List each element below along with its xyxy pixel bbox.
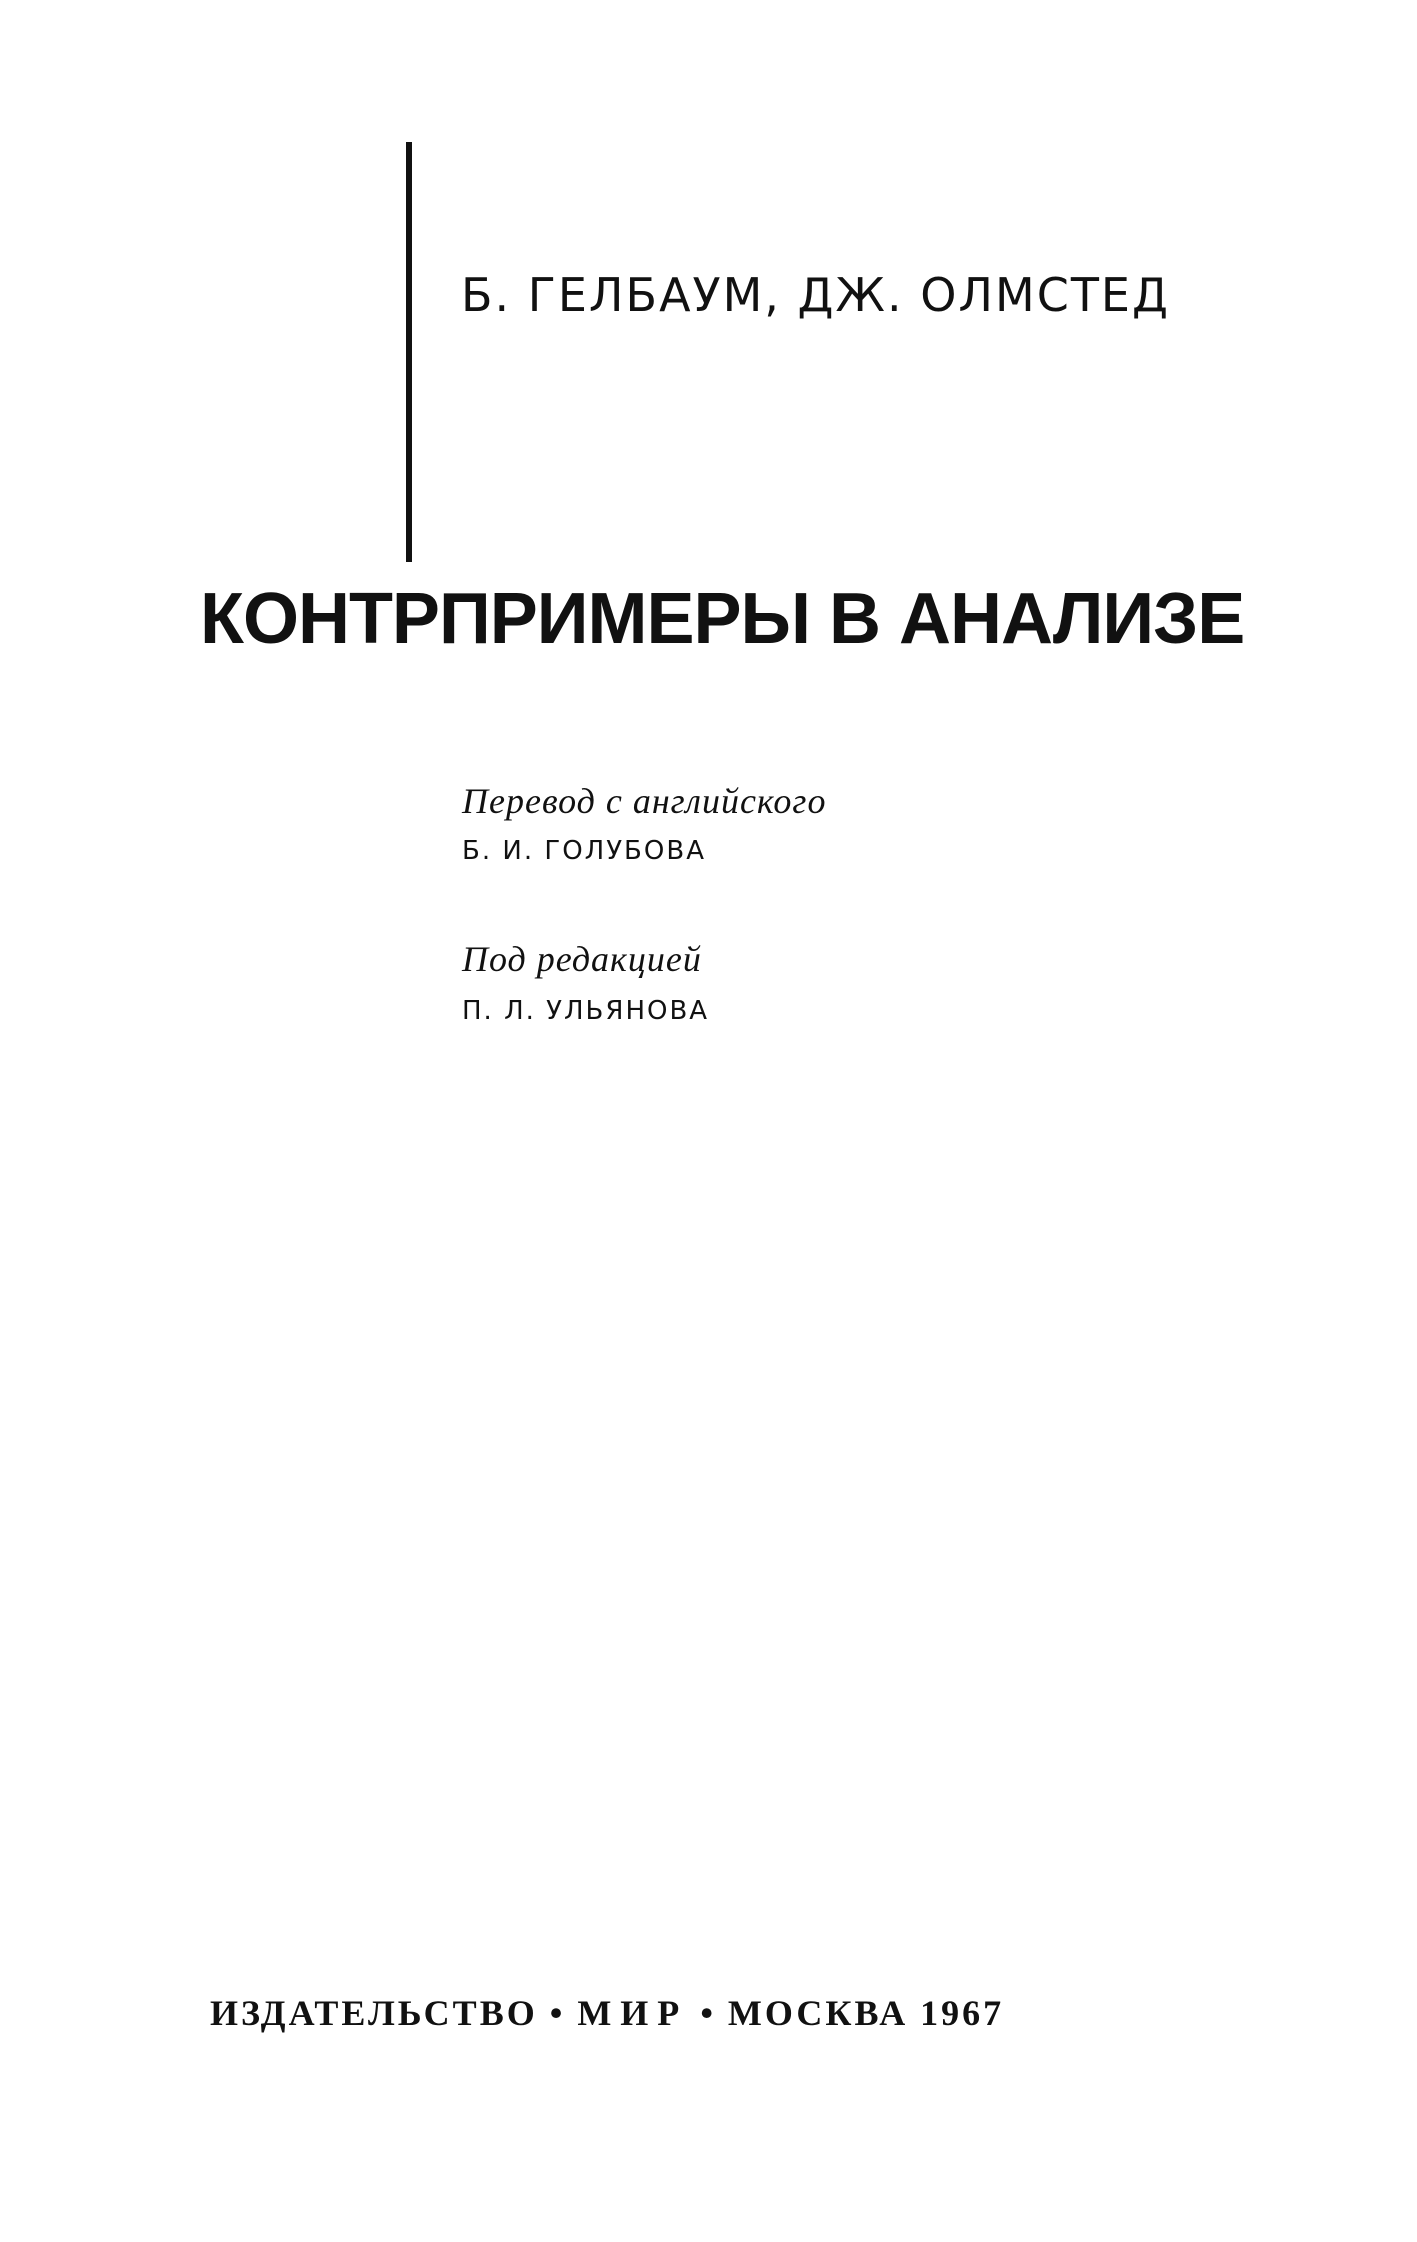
translator-name: Б. И. ГОЛУБОВА <box>462 836 706 866</box>
publisher-label: ИЗДАТЕЛЬСТВО <box>210 1993 538 2033</box>
editing-label: Под редакцией <box>462 939 702 979</box>
city-year: МОСКВА 1967 <box>727 1993 1005 2033</box>
separator-dot-2: • <box>700 1993 716 2033</box>
authors: Б. ГЕЛБАУМ, ДЖ. ОЛМСТЕД <box>461 268 1170 322</box>
editor-name: П. Л. УЛЬЯНОВА <box>462 996 710 1026</box>
book-title: КОНТРПРИМЕРЫ В АНАЛИЗЕ <box>200 579 1245 659</box>
vertical-rule <box>406 142 412 562</box>
imprint <box>210 1992 1004 2034</box>
translation-label: Перевод с английского <box>462 781 827 821</box>
separator-dot-1: • <box>549 1993 566 2033</box>
publishing-house: МИР <box>577 1993 689 2033</box>
